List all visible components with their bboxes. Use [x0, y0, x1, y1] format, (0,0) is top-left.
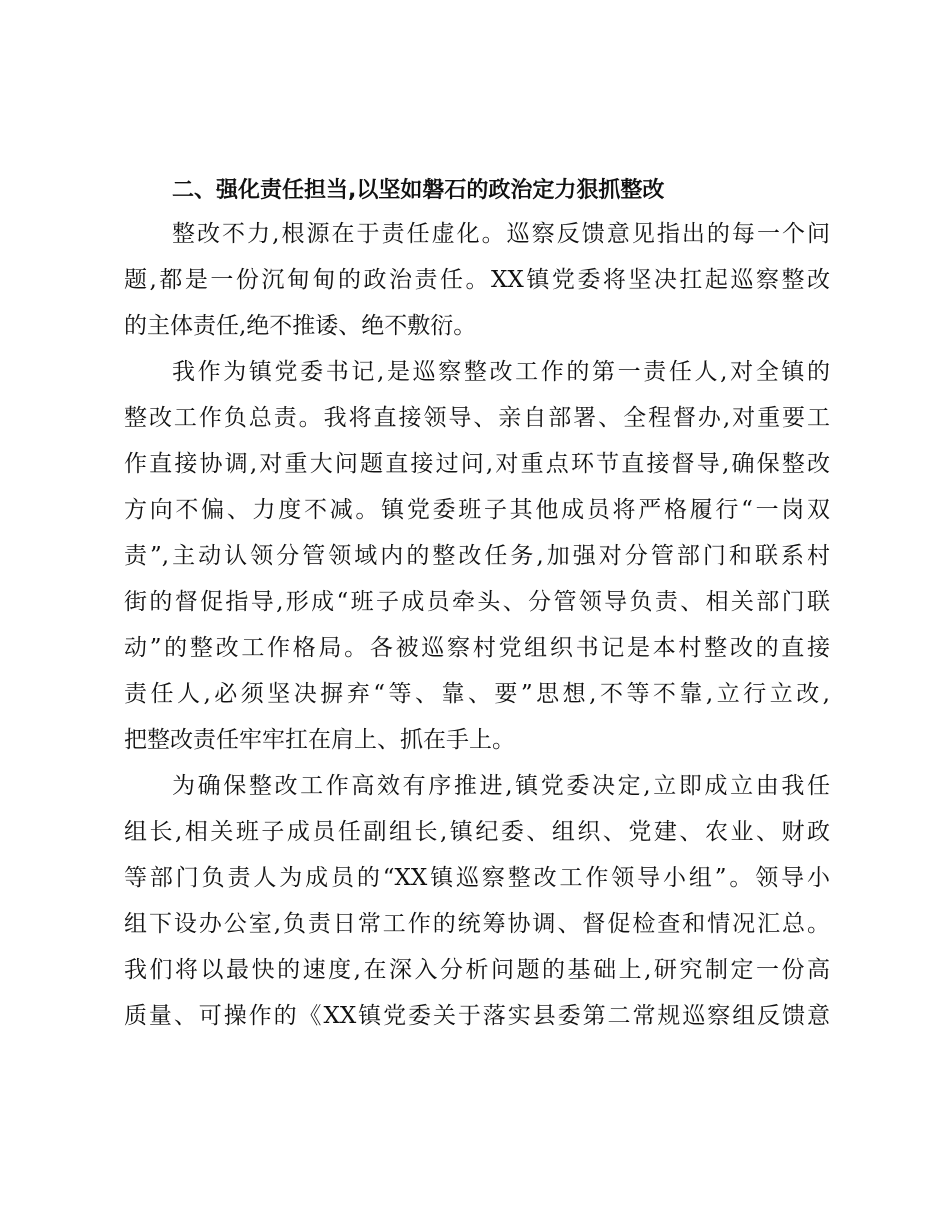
paragraph-line: 组长,相关班子成员任副组长,镇纪委、组织、党建、农业、财政 — [124, 819, 830, 845]
paragraph-line: 为确保整改工作高效有序推进,镇党委决定,立即成立由我任 — [172, 773, 830, 799]
paragraph-line: 我们将以最快的速度,在深入分析问题的基础上,研究制定一份高 — [124, 957, 830, 983]
paragraph-line: 街的督促指导,形成“班子成员牵头、分管领导负责、相关部门联 — [124, 589, 830, 615]
paragraph-line: 整改工作负总责。我将直接领导、亲自部署、全程督办,对重要工 — [124, 405, 830, 431]
paragraph-line: 组下设办公室,负责日常工作的统筹协调、督促检查和情况汇总。 — [124, 911, 830, 937]
paragraph-3 — [124, 763, 830, 1039]
paragraph-line: 我作为镇党委书记,是巡察整改工作的第一责任人,对全镇的 — [172, 359, 830, 385]
paragraph-line: 质量、可操作的《XX镇党委关于落实县委第二常规巡察组反馈意 — [124, 1003, 830, 1029]
paragraph-2 — [124, 349, 830, 763]
paragraph-line: 整改不力,根源在于责任虚化。巡察反馈意见指出的每一个问 — [172, 221, 830, 247]
paragraph-line: 动”的整改工作格局。各被巡察村党组织书记是本村整改的直接 — [124, 635, 830, 661]
paragraph-line: 等部门负责人为成员的“XX镇巡察整改工作领导小组”。领导小 — [124, 865, 830, 891]
paragraph-1 — [124, 211, 830, 349]
paragraph-line: 作直接协调,对重大问题直接过问,对重点环节直接督导,确保整改 — [124, 451, 830, 477]
paragraph-line: 的主体责任,绝不推诿、绝不敷衍。 — [124, 313, 477, 339]
paragraph-line: 责任人,必须坚决摒弃“等、靠、要”思想,不等不靠,立行立改, — [124, 681, 830, 707]
paragraph-line: 责”,主动认领分管领域内的整改任务,加强对分管部门和联系村 — [124, 543, 830, 569]
section-heading: 二、强化责任担当,以坚如磐石的政治定力狠抓整改 — [172, 178, 665, 203]
document-body — [124, 171, 830, 1039]
paragraph-line: 题,都是一份沉甸甸的政治责任。XX镇党委将坚决扛起巡察整改 — [124, 267, 830, 293]
paragraph-line: 方向不偏、力度不减。镇党委班子其他成员将严格履行“一岗双 — [124, 497, 830, 523]
paragraph-line: 把整改责任牢牢扛在肩上、抓在手上。 — [124, 727, 515, 753]
